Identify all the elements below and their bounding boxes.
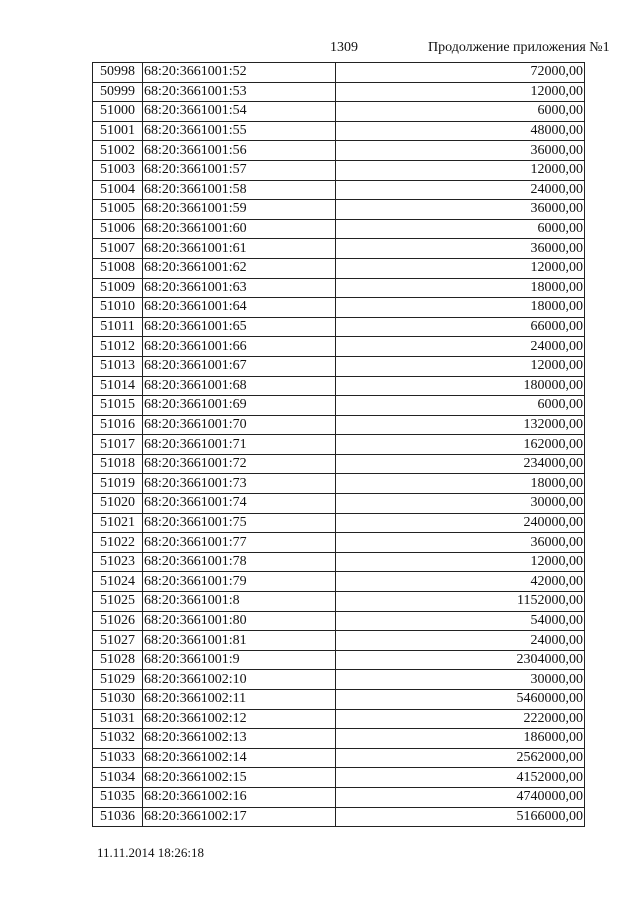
row-value: 12000,00 <box>336 258 585 278</box>
table-row <box>93 102 585 122</box>
row-number: 51015 <box>93 396 143 416</box>
row-value: 4152000,00 <box>336 768 585 788</box>
row-number: 51017 <box>93 435 143 455</box>
cadastral-number: 68:20:3661002:10 <box>143 670 336 690</box>
cadastral-number: 68:20:3661001:64 <box>143 298 336 318</box>
cadastral-number: 68:20:3661002:12 <box>143 709 336 729</box>
cadastral-number: 68:20:3661001:59 <box>143 200 336 220</box>
table-row <box>93 239 585 259</box>
cadastral-number: 68:20:3661001:54 <box>143 102 336 122</box>
row-value: 24000,00 <box>336 180 585 200</box>
cadastral-number: 68:20:3661001:69 <box>143 396 336 416</box>
cadastral-number: 68:20:3661001:62 <box>143 258 336 278</box>
row-number: 51009 <box>93 278 143 298</box>
table-row <box>93 454 585 474</box>
table-row <box>93 82 585 102</box>
cadastral-number: 68:20:3661001:58 <box>143 180 336 200</box>
cadastral-number: 68:20:3661001:70 <box>143 415 336 435</box>
row-value: 6000,00 <box>336 102 585 122</box>
row-value: 30000,00 <box>336 670 585 690</box>
row-number: 51013 <box>93 356 143 376</box>
table-row <box>93 376 585 396</box>
table-row <box>93 278 585 298</box>
table-row <box>93 533 585 553</box>
row-number: 51029 <box>93 670 143 690</box>
row-value: 42000,00 <box>336 572 585 592</box>
row-number: 51021 <box>93 513 143 533</box>
row-number: 51007 <box>93 239 143 259</box>
row-value: 36000,00 <box>336 141 585 161</box>
table-row <box>93 121 585 141</box>
cadastral-number: 68:20:3661001:65 <box>143 317 336 337</box>
row-value: 1152000,00 <box>336 592 585 612</box>
row-value: 54000,00 <box>336 611 585 631</box>
table-row <box>93 435 585 455</box>
row-number: 51008 <box>93 258 143 278</box>
row-value: 18000,00 <box>336 474 585 494</box>
row-value: 12000,00 <box>336 160 585 180</box>
row-number: 51005 <box>93 200 143 220</box>
row-value: 2304000,00 <box>336 650 585 670</box>
cadastral-number: 68:20:3661001:74 <box>143 494 336 514</box>
row-number: 51023 <box>93 552 143 572</box>
row-number: 51020 <box>93 494 143 514</box>
row-number: 51001 <box>93 121 143 141</box>
table-row <box>93 180 585 200</box>
row-number: 51006 <box>93 219 143 239</box>
table-row <box>93 317 585 337</box>
table-row <box>93 396 585 416</box>
table-body <box>93 63 585 827</box>
row-number: 50998 <box>93 63 143 83</box>
row-number: 51024 <box>93 572 143 592</box>
row-value: 12000,00 <box>336 356 585 376</box>
row-number: 51027 <box>93 631 143 651</box>
cadastral-number: 68:20:3661001:81 <box>143 631 336 651</box>
row-value: 72000,00 <box>336 63 585 83</box>
row-number: 51012 <box>93 337 143 357</box>
table-row <box>93 337 585 357</box>
row-number: 51014 <box>93 376 143 396</box>
row-number: 50999 <box>93 82 143 102</box>
cadastral-number: 68:20:3661002:15 <box>143 768 336 788</box>
table-row <box>93 650 585 670</box>
row-number: 51016 <box>93 415 143 435</box>
cadastral-number: 68:20:3661001:67 <box>143 356 336 376</box>
row-number: 51030 <box>93 690 143 710</box>
table-row <box>93 592 585 612</box>
cadastral-number: 68:20:3661001:68 <box>143 376 336 396</box>
row-value: 5166000,00 <box>336 807 585 827</box>
row-value: 36000,00 <box>336 533 585 553</box>
row-number: 51004 <box>93 180 143 200</box>
cadastral-number: 68:20:3661001:71 <box>143 435 336 455</box>
table-row <box>93 63 585 83</box>
row-value: 234000,00 <box>336 454 585 474</box>
continuation-note: Продолжение приложения №1 <box>428 40 610 55</box>
table-row <box>93 807 585 827</box>
row-number: 51035 <box>93 787 143 807</box>
row-value: 186000,00 <box>336 729 585 749</box>
row-number: 51000 <box>93 102 143 122</box>
table-row <box>93 141 585 161</box>
row-value: 6000,00 <box>336 219 585 239</box>
table-row <box>93 356 585 376</box>
table-row <box>93 670 585 690</box>
cadastral-number: 68:20:3661001:73 <box>143 474 336 494</box>
page-number: 1309 <box>330 40 358 55</box>
table-row <box>93 787 585 807</box>
table-row <box>93 748 585 768</box>
cadastral-number: 68:20:3661001:9 <box>143 650 336 670</box>
row-value: 4740000,00 <box>336 787 585 807</box>
row-value: 162000,00 <box>336 435 585 455</box>
row-number: 51036 <box>93 807 143 827</box>
row-value: 36000,00 <box>336 239 585 259</box>
table-row <box>93 611 585 631</box>
cadastral-number: 68:20:3661001:60 <box>143 219 336 239</box>
table-row <box>93 552 585 572</box>
row-number: 51018 <box>93 454 143 474</box>
cadastral-number: 68:20:3661001:79 <box>143 572 336 592</box>
table-row <box>93 631 585 651</box>
table-row <box>93 494 585 514</box>
cadastral-number: 68:20:3661001:75 <box>143 513 336 533</box>
row-value: 12000,00 <box>336 82 585 102</box>
cadastral-number: 68:20:3661002:17 <box>143 807 336 827</box>
row-value: 240000,00 <box>336 513 585 533</box>
row-number: 51028 <box>93 650 143 670</box>
row-number: 51022 <box>93 533 143 553</box>
row-value: 18000,00 <box>336 278 585 298</box>
row-value: 66000,00 <box>336 317 585 337</box>
cadastral-number: 68:20:3661001:61 <box>143 239 336 259</box>
row-number: 51033 <box>93 748 143 768</box>
row-value: 24000,00 <box>336 631 585 651</box>
row-value: 180000,00 <box>336 376 585 396</box>
footer-timestamp: 11.11.2014 18:26:18 <box>97 845 205 860</box>
cadastral-number: 68:20:3661001:57 <box>143 160 336 180</box>
table-row <box>93 415 585 435</box>
table-row <box>93 729 585 749</box>
table-row <box>93 200 585 220</box>
row-value: 132000,00 <box>336 415 585 435</box>
cadastral-number: 68:20:3661001:63 <box>143 278 336 298</box>
table-row <box>93 258 585 278</box>
table-row <box>93 572 585 592</box>
table-row <box>93 298 585 318</box>
row-value: 222000,00 <box>336 709 585 729</box>
table-row <box>93 474 585 494</box>
row-value: 2562000,00 <box>336 748 585 768</box>
cadastral-number: 68:20:3661001:55 <box>143 121 336 141</box>
cadastral-number: 68:20:3661001:66 <box>143 337 336 357</box>
row-value: 6000,00 <box>336 396 585 416</box>
table-row <box>93 513 585 533</box>
cadastral-number: 68:20:3661001:8 <box>143 592 336 612</box>
cadastral-number: 68:20:3661001:80 <box>143 611 336 631</box>
cadastral-number: 68:20:3661001:78 <box>143 552 336 572</box>
row-number: 51003 <box>93 160 143 180</box>
row-value: 18000,00 <box>336 298 585 318</box>
cadastral-number: 68:20:3661001:56 <box>143 141 336 161</box>
cadastral-number: 68:20:3661002:14 <box>143 748 336 768</box>
row-value: 5460000,00 <box>336 690 585 710</box>
table-row <box>93 219 585 239</box>
row-value: 24000,00 <box>336 337 585 357</box>
table-row <box>93 160 585 180</box>
row-number: 51031 <box>93 709 143 729</box>
row-number: 51026 <box>93 611 143 631</box>
row-value: 48000,00 <box>336 121 585 141</box>
cadastral-number: 68:20:3661001:53 <box>143 82 336 102</box>
cadastral-number: 68:20:3661001:52 <box>143 63 336 83</box>
cadastral-number: 68:20:3661001:77 <box>143 533 336 553</box>
row-value: 30000,00 <box>336 494 585 514</box>
row-number: 51025 <box>93 592 143 612</box>
row-number: 51034 <box>93 768 143 788</box>
cadastral-number: 68:20:3661002:16 <box>143 787 336 807</box>
row-number: 51010 <box>93 298 143 318</box>
row-value: 36000,00 <box>336 200 585 220</box>
row-number: 51002 <box>93 141 143 161</box>
row-number: 51032 <box>93 729 143 749</box>
table-row <box>93 768 585 788</box>
row-number: 51011 <box>93 317 143 337</box>
cadastral-table <box>92 62 585 827</box>
cadastral-number: 68:20:3661002:11 <box>143 690 336 710</box>
cadastral-number: 68:20:3661002:13 <box>143 729 336 749</box>
table-row <box>93 709 585 729</box>
cadastral-number: 68:20:3661001:72 <box>143 454 336 474</box>
table-row <box>93 690 585 710</box>
row-number: 51019 <box>93 474 143 494</box>
row-value: 12000,00 <box>336 552 585 572</box>
